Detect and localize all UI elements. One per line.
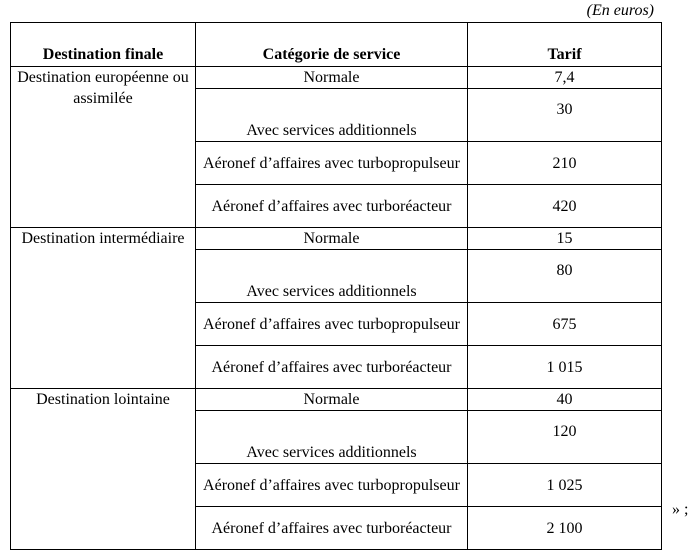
table-header-row: [11, 23, 662, 67]
category-cell: Aéronef d’affaires avec turboréacteur: [196, 185, 468, 228]
tarif-cell: 15: [468, 228, 662, 250]
table-row: [11, 389, 662, 411]
category-cell: Avec services additionnels: [196, 89, 468, 142]
tarif-cell: 210: [468, 142, 662, 185]
category-cell: Normale: [196, 67, 468, 89]
tarif-cell: 675: [468, 303, 662, 346]
tarif-cell: 1 025: [468, 464, 662, 507]
header-destination: Destination finale: [11, 23, 196, 67]
tarif-cell: 80: [468, 250, 662, 303]
tarif-cell: 120: [468, 411, 662, 464]
header-tarif: Tarif: [468, 23, 662, 67]
destination-cell: Destination lointaine: [11, 389, 196, 550]
destination-cell: Destination intermédiaire: [11, 228, 196, 389]
tarif-cell: 1 015: [468, 346, 662, 389]
header-category: Catégorie de service: [196, 23, 468, 67]
table-row: [11, 67, 662, 89]
category-cell: Aéronef d’affaires avec turboréacteur: [196, 507, 468, 550]
category-cell: Normale: [196, 228, 468, 250]
unit-note: (En euros): [586, 2, 654, 19]
category-cell: Avec services additionnels: [196, 411, 468, 464]
closing-quote-mark: » ;: [672, 501, 689, 518]
tarif-cell: 40: [468, 389, 662, 411]
destination-cell: Destination européenne ou assimilée: [11, 67, 196, 228]
category-cell: Avec services additionnels: [196, 250, 468, 303]
table-row: [11, 228, 662, 250]
category-cell: Aéronef d’affaires avec turboréacteur: [196, 346, 468, 389]
tarif-cell: 2 100: [468, 507, 662, 550]
category-cell: Aéronef d’affaires avec turbopropulseur: [196, 464, 468, 507]
tarif-cell: 420: [468, 185, 662, 228]
category-cell: Aéronef d’affaires avec turbopropulseur: [196, 303, 468, 346]
tarif-cell: 30: [468, 89, 662, 142]
category-cell: Aéronef d’affaires avec turbopropulseur: [196, 142, 468, 185]
tariff-table: [10, 22, 662, 550]
category-cell: Normale: [196, 389, 468, 411]
tarif-cell: 7,4: [468, 67, 662, 89]
